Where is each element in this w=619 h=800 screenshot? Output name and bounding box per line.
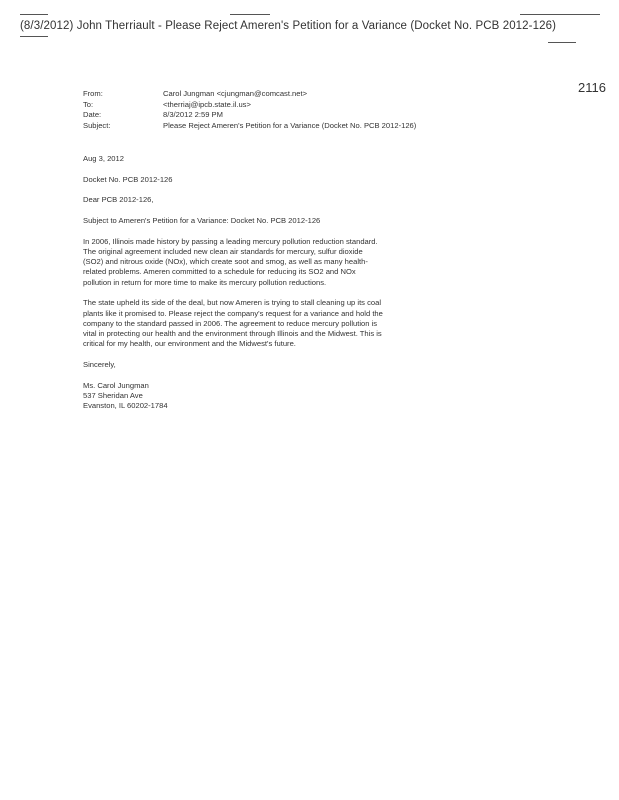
signature-block (83, 381, 383, 412)
letter-closing: Sincerely, (83, 359, 116, 369)
letter-docket: Docket No. PCB 2012-126 (83, 174, 173, 184)
meta-value: Carol Jungman <cjungman@comcast.net> (163, 89, 308, 98)
meta-key: Date: (83, 110, 102, 120)
meta-key: To: (83, 99, 94, 109)
letter-body (83, 154, 383, 411)
meta-key: Subject: (83, 120, 111, 130)
meta-value: <therriaj@ipcb.state.il.us> (163, 99, 251, 109)
signature-city: Evanston, IL 60202-1784 (83, 400, 168, 410)
meta-value: 8/3/2012 2:59 PM (163, 110, 223, 120)
header-rule-top-right (520, 14, 600, 15)
meta-row-date (83, 110, 416, 121)
letter-paragraph-2: The state upheld its side of the deal, but now Ameren is trying to stall cleaning up its coal plants like it promised to. Please reject the company's request for a variance and hold the company to the standard passed in 2006. The agreement to reduce mercury pollution is vital in protecting our health and the environment through Illinois and the Midwest. This is critical for my health, our environment and the Midwest's future. (83, 298, 383, 349)
signature-street: 537 Sheridan Ave (83, 390, 143, 400)
letter-paragraph-1: In 2006, Illinois made history by passing a leading mercury pollution reduction standard. The original agreement included new clean air standards for mercury, sulfur dioxide (SO2) and nitrous oxide (NOx), which create soot and smog, as well as many health-related problems. Ameren committed to a schedule for reducing its SO2 and NOx pollution in return for more time to make its mercury pollution reductions. (83, 236, 378, 287)
meta-row-from (83, 89, 416, 100)
meta-key: From: (83, 89, 103, 98)
meta-value: Please Reject Ameren's Petition for a Variance (Docket No. PCB 2012-126) (163, 120, 417, 130)
document-header: (8/3/2012) John Therriault - Please Reject Ameren's Petition for a Variance (Docket No. PCB 2012-126) (20, 20, 557, 32)
meta-row-subject (83, 121, 416, 132)
header-rule-bottom-left (20, 36, 48, 37)
header-rule-top-left (20, 14, 48, 15)
letter-date: Aug 3, 2012 (83, 154, 124, 163)
header-rule-top-mid (230, 14, 270, 15)
meta-row-to (83, 100, 416, 111)
letter-salutation: Dear PCB 2012-126, (83, 195, 154, 205)
header-rule-bottom-right (548, 42, 576, 43)
email-metadata (83, 89, 416, 131)
page-number: 2116 (578, 80, 606, 95)
letter-subject: Subject to Ameren's Petition for a Variance: Docket No. PCB 2012-126 (83, 216, 321, 226)
signature-name: Ms. Carol Jungman (83, 380, 149, 390)
